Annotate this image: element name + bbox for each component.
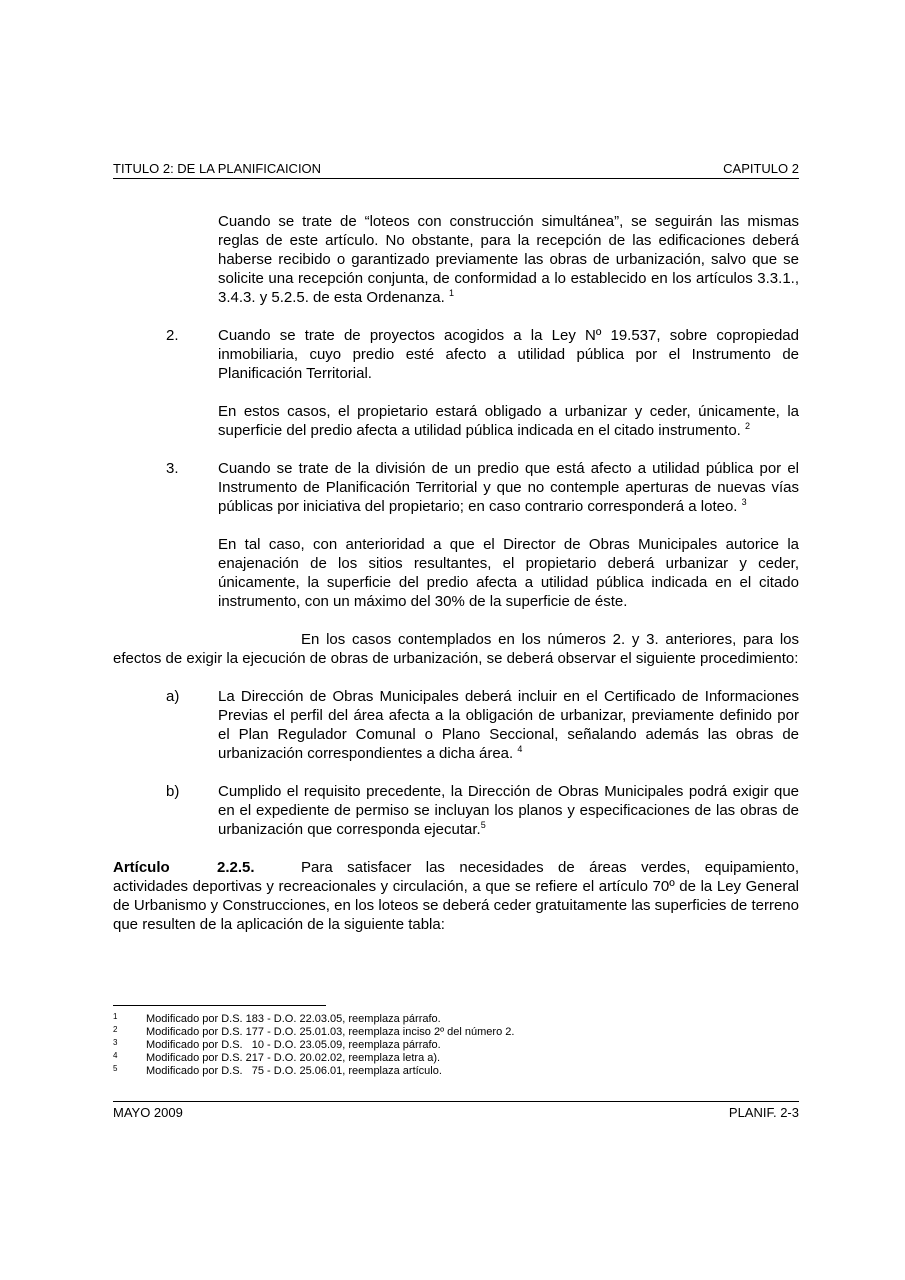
paragraph-loteos-construccion: Cuando se trate de “loteos con construcción simultánea”, se seguirán las mismas reglas de este artículo. No obstante, para la recepción de las edificaciones deberá haberse recibido o garantizado previamente las obras de urbanización, salvo que se solicite una recepción conjunta, de conformidad a lo establecido en los artículos 3.3.1., 3.4.3. y 5.2.5. de esta Ordenanza. $^1$: [218, 213, 799, 306]
footnote-ref: 3: [741, 497, 747, 507]
list-item-text: Cuando se trate de la división de un predio que está afecto a utilidad pública por el Instrumento de Planificación Territorial y que no contemple aperturas de nuevas vías públicas por iniciativa del propietario; en caso contrario corresponderá a loteo. $^3$: [218, 460, 799, 515]
article-label: Artículo: [113, 859, 170, 876]
page-footer: [113, 1101, 799, 1122]
list-item-text: Cumplido el requisito precedente, la Dirección de Obras Municipales podrá exigir que en el expediente de permiso se incluyan los planos y especificaciones de las obras de urbanización que corresponda ejecutar.$^5$: [218, 783, 799, 838]
article-text: Para satisfacer las necesidades de áreas verdes, equipamiento, actividades deportivas y recreacionales y circulación, a que se refiere el artículo 70º de la Ley General de Urbanismo y Construcciones, en los loteos se deberá ceder gratuitamente las superficies de terreno que resulten de la aplicación de la siguiente tabla:: [113, 859, 799, 933]
footnote: 4 Modificado por D.S. 217 - D.O. 20.02.02, reemplaza letra a).: [113, 1051, 441, 1064]
footnote-ref: 1: [449, 288, 455, 298]
footnote: 2 Modificado por D.S. 177 - D.O. 25.01.03, reemplaza inciso 2º del número 2.: [113, 1025, 515, 1038]
list-item-number: 2.: [166, 327, 179, 344]
header-chapter: CAPITULO 2: [723, 161, 799, 176]
list-item-letter: a): [166, 688, 180, 705]
article-number: 2.2.5.: [217, 859, 255, 876]
list-item-number: 3.: [166, 460, 179, 477]
list-item-text: La Dirección de Obras Municipales deberá incluir en el Certificado de Informaciones Previas el perfil del área afecta a la obligación de urbanizar, previamente definido por el Plan Regulador Comunal o Plano Seccional, señalando además las obras de urbanización correspondientes a dicha área. $^4$: [218, 688, 799, 762]
footnote-ref: 4: [517, 744, 523, 754]
document-page: [113, 0, 799, 1280]
header-title: TITULO 2: DE LA PLANIFICAICION: [113, 161, 322, 176]
footnote-ref: 2: [745, 421, 751, 431]
list-item-2: [113, 326, 799, 383]
footer-date: MAYO 2009: [113, 1105, 183, 1120]
page-number: PLANIF. 2-3: [728, 1105, 799, 1120]
list-item-b: [113, 782, 799, 839]
footnote: 5 Modificado por D.S. 75 - D.O. 25.06.01, reemplaza artículo.: [113, 1064, 442, 1077]
footnote-ref: 5: [480, 820, 486, 830]
list-item-letter: b): [166, 783, 180, 800]
page-header: [113, 160, 799, 179]
footnote: 3 Modificado por D.S. 10 - D.O. 23.05.09, reemplaza párrafo.: [113, 1038, 441, 1051]
paragraph-item-2-detail: En estos casos, el propietario estará obligado a urbanizar y ceder, únicamente, la superficie del predio afecta a utilidad pública indicada en el citado instrumento. $^2$: [218, 403, 799, 439]
paragraph-procedure-intro: En los casos contemplados en los números 2. y 3. anteriores, para los efectos de exigir la ejecución de obras de urbanización, se deberá observar el siguiente procedimiento:: [113, 631, 799, 667]
footnotes: [113, 1013, 799, 1078]
list-item-a: [113, 687, 799, 763]
document-body: [113, 212, 799, 934]
article-2-2-5: [113, 858, 799, 934]
list-item-text: Cuando se trate de proyectos acogidos a la Ley Nº 19.537, sobre copropiedad inmobiliaria, cuyo predio esté afecto a utilidad pública por el Instrumento de Planificación Territorial.: [218, 327, 799, 382]
list-item-3: [113, 459, 799, 516]
footnote-separator: [113, 1005, 326, 1006]
paragraph-item-3-detail: En tal caso, con anterioridad a que el Director de Obras Municipales autorice la enajenación de los sitios resultantes, el propietario deberá urbanizar y ceder, únicamente, la superficie del predio afecta a utilidad pública indicada en el citado instrumento, con un máximo del 30% de la superficie de éste.: [218, 536, 799, 610]
footnote: 1 Modificado por D.S. 183 - D.O. 22.03.05, reemplaza párrafo.: [113, 1012, 441, 1025]
